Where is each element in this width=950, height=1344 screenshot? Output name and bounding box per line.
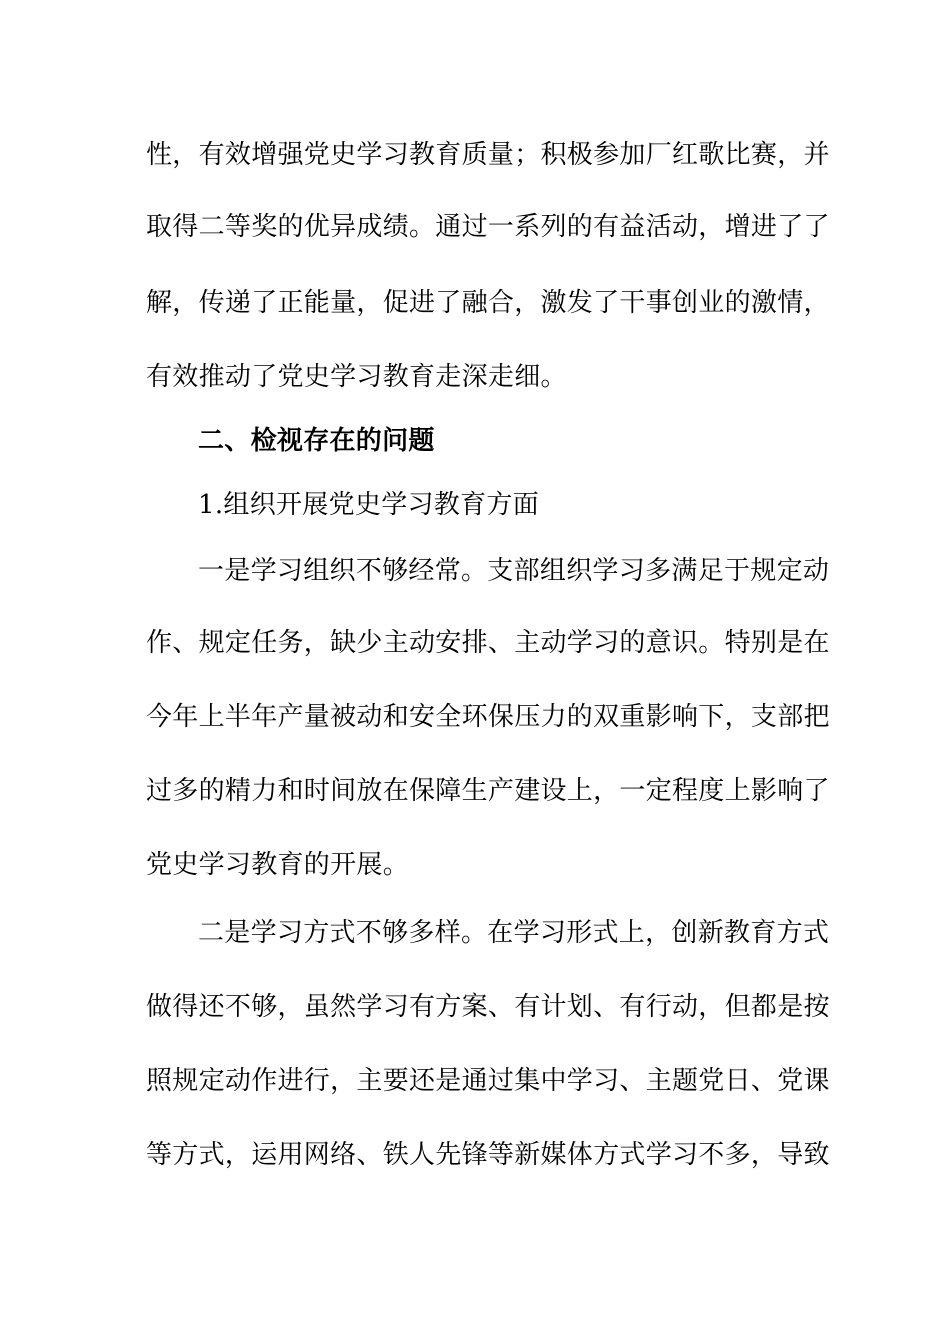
subsection-heading: 1.组织开展党史学习教育方面 [198, 490, 540, 520]
paragraph-two-line-1: 二是学习方式不够多样。在学习形式上，创新教育方式 [198, 918, 830, 948]
paragraph-continued-line-3: 解，传递了正能量，促进了融合，激发了干事创业的激情， [146, 288, 830, 318]
paragraph-one-line-4: 过多的精力和时间放在保障生产建设上，一定程度上影响了 [146, 776, 830, 806]
paragraph-two-line-3: 照规定动作进行，主要还是通过集中学习、主题党日、党课 [146, 1066, 830, 1096]
paragraph-one-line-1: 一是学习组织不够经常。支部组织学习多满足于规定动 [198, 556, 830, 586]
paragraph-continued-line-1: 性，有效增强党史学习教育质量；积极参加厂红歌比赛，并 [146, 140, 830, 170]
paragraph-continued-line-2: 取得二等奖的优异成绩。通过一系列的有益活动，增进了了 [146, 212, 830, 242]
paragraph-two-line-4: 等方式，运用网络、铁人先锋等新媒体方式学习不多，导致 [146, 1140, 830, 1170]
paragraph-continued-line-4: 有效推动了党史学习教育走深走细。 [146, 362, 567, 392]
paragraph-one-line-2: 作、规定任务，缺少主动安排、主动学习的意识。特别是在 [146, 628, 830, 658]
section-heading: 二、检视存在的问题 [198, 426, 435, 456]
paragraph-one-line-5: 党史学习教育的开展。 [146, 850, 410, 880]
paragraph-two-line-2: 做得还不够，虽然学习有方案、有计划、有行动，但都是按 [146, 992, 830, 1022]
paragraph-one-line-3: 今年上半年产量被动和安全环保压力的双重影响下，支部把 [146, 702, 830, 732]
